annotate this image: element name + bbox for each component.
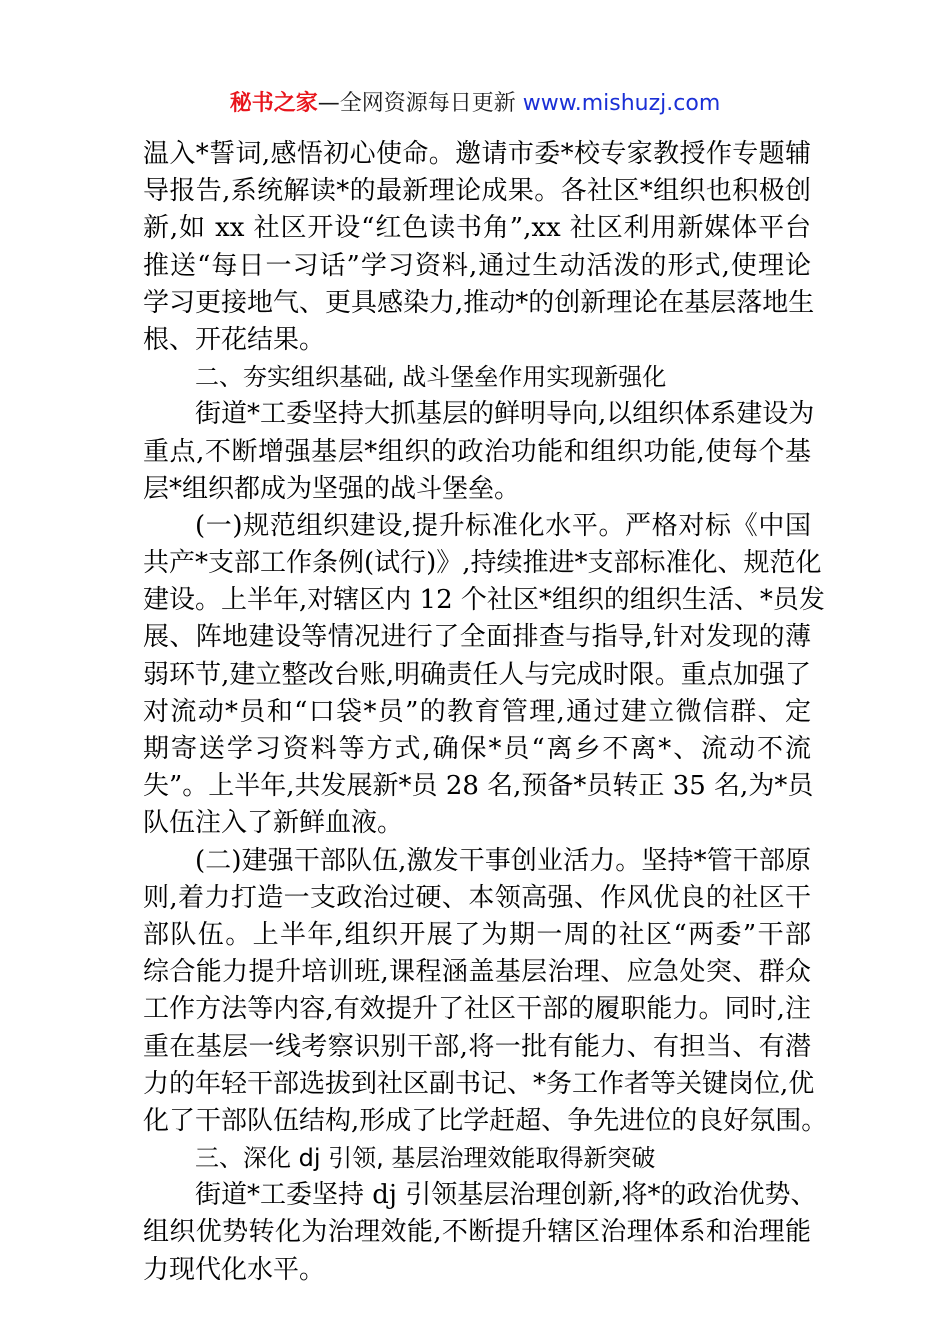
page-header [0, 88, 950, 120]
text-line: 队伍注入了新鲜血液。 [143, 808, 404, 839]
text-line: 力的年轻干部选拔到社区副书记、*务工作者等关键岗位,优 [143, 1068, 815, 1099]
paragraph [143, 1177, 817, 1289]
paragraph [143, 396, 815, 508]
site-url[interactable]: www.mishuzj.com [522, 91, 721, 116]
paragraph [143, 843, 828, 1141]
text-line: 弱环节,建立整改台账,明确责任人与完成时限。重点加强了 [143, 659, 811, 690]
text-line: 共产*支部工作条例(试行)》,持续推进*支部标准化、规范化 [143, 548, 822, 579]
header-tagline: —全网资源每日更新 [317, 91, 516, 116]
text-line: 期寄送学习资料等方式,确保*员“离乡不离*、流动不流 [143, 734, 811, 764]
text-line: 推送“每日一习话”学习资料,通过生动活泼的形式,使理论 [143, 250, 811, 281]
text-line: 三、深化 dj 引领, 基层治理效能取得新突破 [195, 1144, 656, 1173]
text-line: 根、开花结果。 [143, 324, 326, 355]
brand-name: 秘书之家 [229, 91, 318, 116]
text-line: (一)规范组织建设,提升标准化水平。严格对标《中国 [195, 510, 811, 541]
text-line: 建设。上半年,对辖区内 12 个社区*组织的组织生活、*员发 [143, 585, 825, 616]
text-line: 街道*工委坚持大抓基层的鲜明导向,以组织体系建设为 [195, 399, 815, 430]
text-line: 力现代化水平。 [143, 1254, 326, 1285]
text-line: 部队伍。上半年,组织开展了为期一周的社区“两委”干部 [143, 919, 811, 950]
text-line: 导报告,系统解读*的最新理论成果。各社区*组织也积极创 [143, 176, 811, 207]
text-line: 温入*誓词,感悟初心使命。邀请市委*校专家教授作专题辅 [143, 139, 811, 169]
document-body [143, 136, 828, 1289]
text-line: 重在基层一线考察识别干部,将一批有能力、有担当、有潜 [143, 1031, 811, 1062]
paragraph [143, 508, 825, 843]
paragraph [143, 136, 815, 359]
text-line: 重点,不断增强基层*组织的政治功能和组织功能,使每个基 [143, 436, 811, 467]
text-line: 工作方法等内容,有效提升了社区干部的履职能力。同时,注 [143, 994, 811, 1025]
section-heading [143, 1140, 811, 1177]
text-line: 化了干部队伍结构,形成了比学赶超、争先进位的良好氛围。 [143, 1105, 828, 1136]
text-line: 对流动*员和“口袋*员”的教育管理,通过建立微信群、定 [143, 696, 811, 727]
text-line: 新,如 xx 社区开设“红色读书角”,xx 社区利用新媒体平台 [143, 213, 811, 244]
text-line: (二)建强干部队伍,激发干事创业活力。坚持*管干部原 [195, 845, 811, 876]
text-line: 组织优势转化为治理效能,不断提升辖区治理体系和治理能 [143, 1217, 811, 1248]
text-line: 街道*工委坚持 dj 引领基层治理创新,将*的政治优势、 [195, 1180, 817, 1211]
text-line: 层*组织都成为坚强的战斗堡垒。 [143, 473, 521, 504]
text-line: 则,着力打造一支政治过硬、本领高强、作风优良的社区干 [143, 882, 811, 913]
text-line: 综合能力提升培训班,课程涵盖基层治理、应急处突、群众 [143, 957, 811, 988]
text-line: 学习更接地气、更具感染力,推动*的创新理论在基层落地生 [143, 287, 815, 318]
text-line: 二、夯实组织基础, 战斗堡垒作用实现新强化 [195, 363, 667, 392]
text-line: 展、阵地建设等情况进行了全面排查与指导,针对发现的薄 [143, 622, 811, 653]
text-line: 失”。上半年,共发展新*员 28 名,预备*员转正 35 名,为*员 [143, 771, 814, 802]
section-heading [143, 359, 811, 396]
